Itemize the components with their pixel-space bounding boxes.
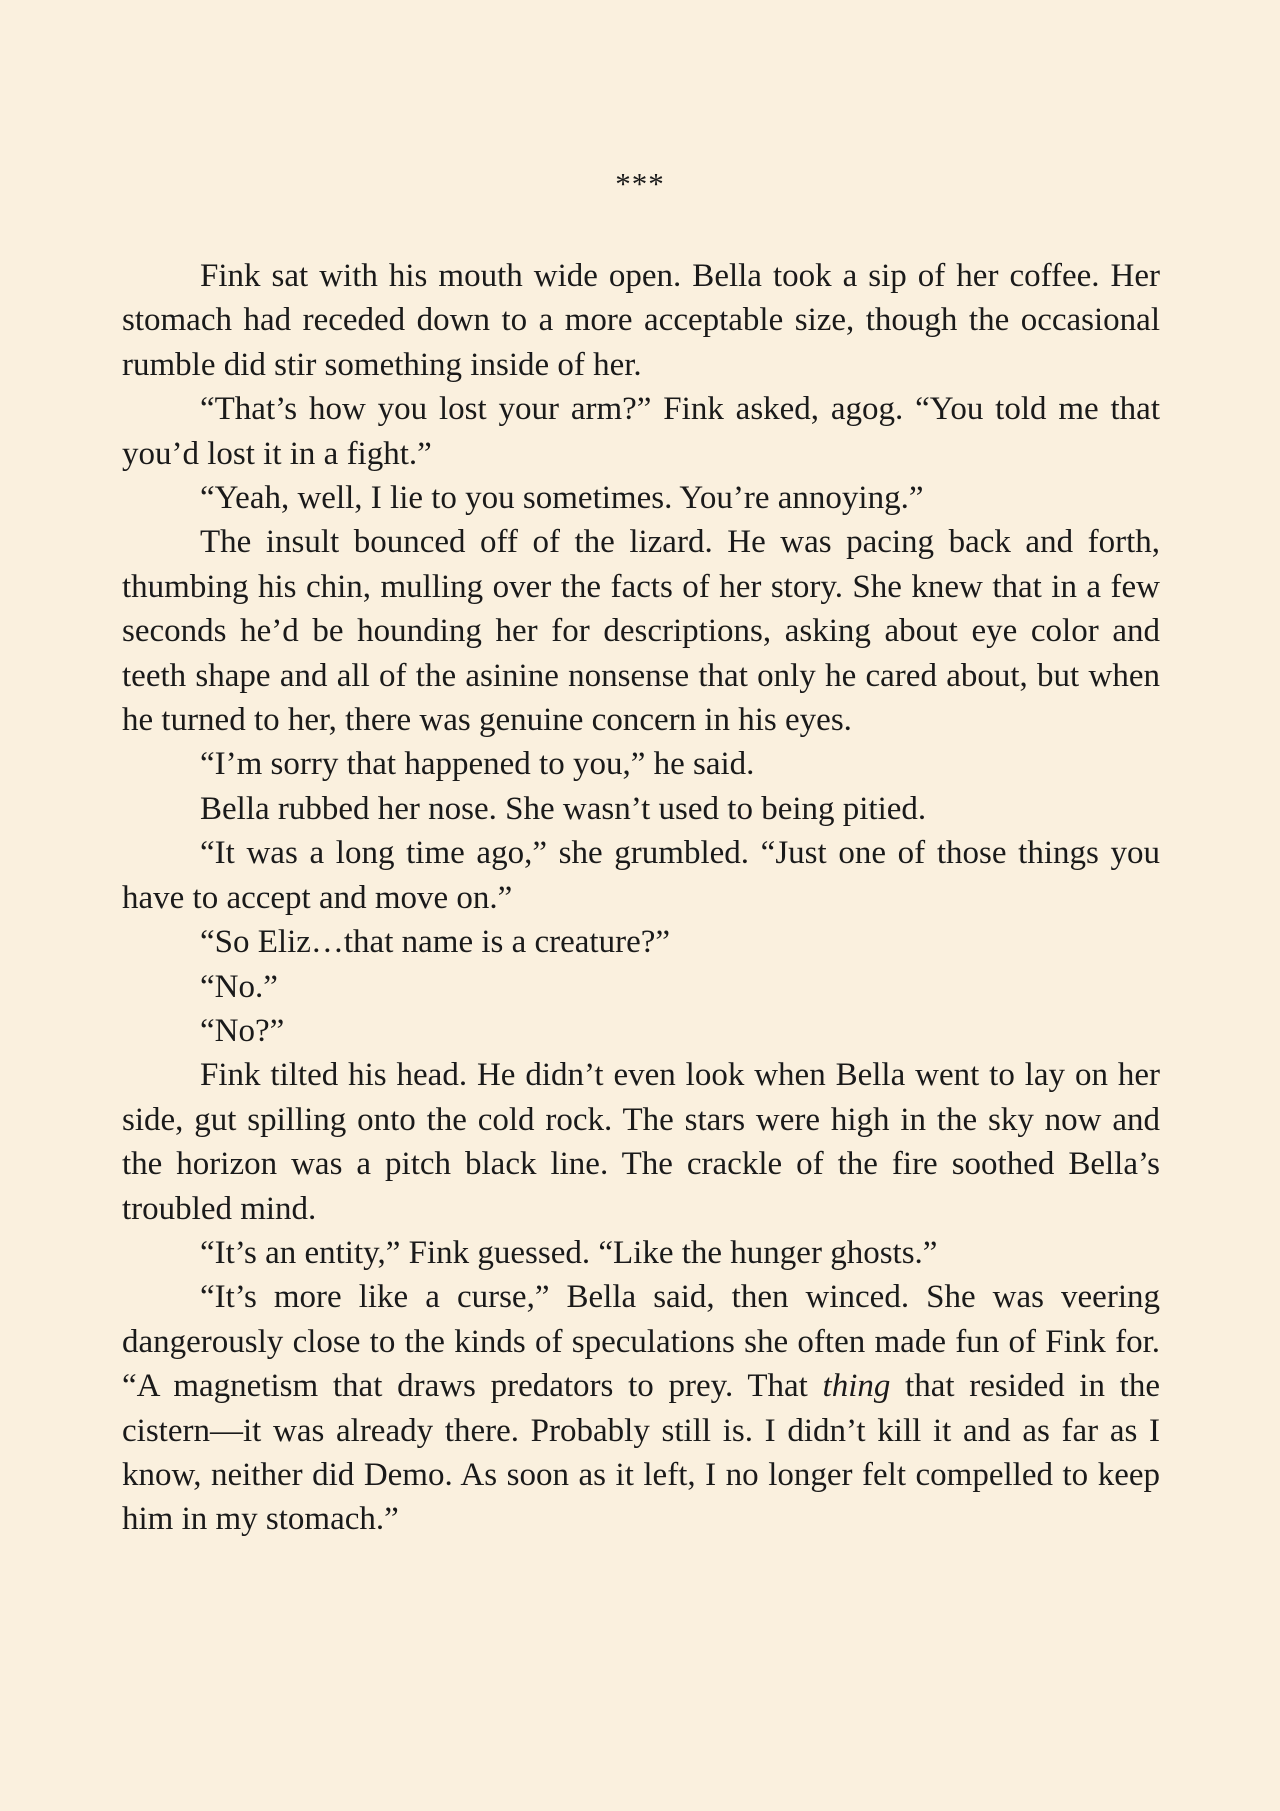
- paragraph: “No.”: [200, 968, 278, 1005]
- paragraph-text: that resided in the cistern—it was already there. Probably still is. I didn’t kill it and as far as I know, neither did Demo. As soon as it left, I no longer felt compelled to keep him in my stomach.”: [122, 1368, 1161, 1538]
- scene-break: ***: [615, 166, 665, 201]
- italic-word: thing: [822, 1368, 891, 1405]
- paragraph: The insult bounced off of the lizard. He was pacing back and forth, thumbing his chin, mulling over the facts of her story. She knew that in a few seconds he’d be hounding her for descriptions, asking about eye color and teeth shape and all of the asinine nonsense that only he cared about, but when he turned to her, there was genuine concern in his eyes.: [122, 524, 1160, 739]
- paragraph: Fink tilted his head. He didn’t even look when Bella went to lay on her side, gut spilling onto the cold rock. The stars were high in the sky now and the horizon was a pitch black line. The crackle of the fire soothed Bella’s troubled mind.: [122, 1057, 1160, 1227]
- body-text: [122, 254, 1160, 1542]
- paragraph: “Yeah, well, I lie to you sometimes. You’re annoying.”: [200, 480, 924, 517]
- paragraph: “It’s an entity,” Fink guessed. “Like the hunger ghosts.”: [200, 1234, 938, 1271]
- paragraph: “I’m sorry that happened to you,” he said.: [200, 746, 755, 783]
- paragraph: Fink sat with his mouth wide open. Bella took a sip of her coffee. Her stomach had receded down to a more acceptable size, though the occasional rumble did stir something inside of her.: [122, 258, 1160, 383]
- paragraph: “That’s how you lost your arm?” Fink asked, agog. “You told me that you’d lost it in a fight.”: [122, 391, 1160, 472]
- paragraph: “No?”: [200, 1012, 285, 1049]
- paragraph: Bella rubbed her nose. She wasn’t used to being pitied.: [200, 790, 927, 827]
- paragraph: “It was a long time ago,” she grumbled. “Just one of those things you have to accept and move on.”: [122, 835, 1160, 916]
- paragraph-last: [122, 1275, 1160, 1541]
- paragraph: “So Eliz…that name is a creature?”: [200, 924, 671, 961]
- paragraph-text: “It’s more like a curse,” Bella said, then winced. She was veering dangerously close to the kinds of speculations she often made fun of Fink for. “A magnetism that draws predators to prey. That: [122, 1279, 1160, 1405]
